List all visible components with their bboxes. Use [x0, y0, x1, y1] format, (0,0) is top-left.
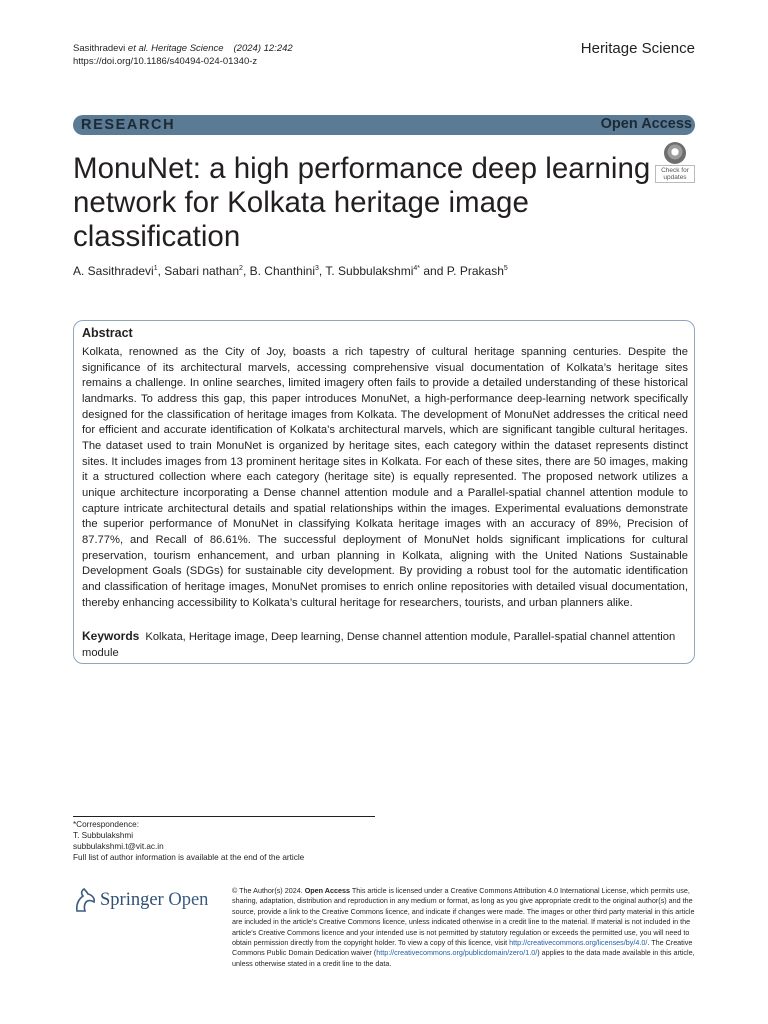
- author-name[interactable]: P. Prakash: [446, 264, 504, 278]
- citation-year-volume: (2024) 12:242: [233, 43, 293, 54]
- check-updates-text: Check for updates: [655, 165, 695, 183]
- citation-header: [73, 42, 293, 68]
- abstract-text: Kolkata, renowned as the City of Joy, boasts a rich tapestry of cultural heritage spanning centuries. Despite the significance of its architectural marvels, accessing comprehensive visual documentation of Kolkata’s heritage sites remains a challenge. In online searches, limited imagery often fails to provide a detailed understanding of these historical landmarks. To address this gap, this paper introduces MonuNet, a high-performance deep-learning network specifically designed for the classification of heritage images from Kolkata. The development of MonuNet addresses the critical need for efficient and accurate identification of Kolkata’s architectural marvels, which are significant tangible cultural heritages. The dataset used to train MonuNet is organized by heritage sites, each category within the dataset represents distinct sites. It includes images from 13 prominent heritage sites in Kolkata. For each of these sites, there are 50 images, making it a structured collection where each category (heritage site) is equally represented. The proposed network utilizes a unique architecture incorporating a Dense channel attention module and a Parallel-spatial channel attention module to capture intricate architectural details and spatial relationships within the images. Experimental evaluations demonstrate the superior performance of MonuNet in classifying Kolkata heritage images with an accuracy of 89%, Precision of 87.77%, and Recall of 86.61%. The successful deployment of MonuNet holds significant implications for cultural preservation, tourism enhancement, and urban planning in Kolkata, aligning with the United Nations Sustainable Development Goals (SDGs) for sustainable city development. By providing a robust tool for the automatic identification and classification of heritage images, MonuNet promises to enrich online repositories with detailed visual documentation, thereby enhancing accessibility to Kolkata’s cultural heritage for researchers, tourists, and urban planners alike.: [82, 346, 688, 609]
- article-title: MonuNet: a high performance deep learning network for Kolkata heritage image classification: [73, 152, 651, 253]
- author-name[interactable]: A. Sasithradevi: [73, 264, 154, 278]
- author-name[interactable]: B. Chanthini: [249, 264, 315, 278]
- keywords-list: Kolkata, Heritage image, Deep learning, Dense channel attention module, Parallel-spatial channel attention module: [82, 631, 676, 659]
- author-name[interactable]: Sabari nathan: [164, 264, 240, 278]
- citation-journal: Heritage Science: [148, 43, 224, 54]
- footnote-divider: [73, 816, 375, 817]
- citation-etal: et al.: [125, 43, 149, 54]
- section-label: RESEARCH: [81, 117, 176, 133]
- correspondence-label: *Correspondence:: [73, 820, 139, 829]
- author-list: A. Sasithradevi$^1$, Sabari nathan$^2$, B. Chanthini$^3$, T. Subbulakshmi$^{4*}$ and P. Prakash$^5$: [73, 264, 508, 278]
- journal-name: Heritage Science: [580, 40, 695, 57]
- license-statement: © The Author(s) 2024. Open Access This article is licensed under a Creative Commons Attribution 4.0 International License, which permits use, sharing, adaptation, distribution and reproduction in any medium or format, as long as you give appropriate credit to the original author(s) and the source, provide a link to the Creative Commons licence, and indicate if changes were made. The images or other third party material in this article are included in the article’s Creative Commons licence, unless indicated otherwise in a credit line to the material. If material is not included in the article’s Creative Commons licence and your intended use is not permitted by statutory regulation or exceeds the permitted use, you will need to obtain permission directly from the copyright holder. To view a copy of this licence, visit http://creativecommons.org/licenses/by/4.0/. The Creative Commons Public Domain Dedication waiver (http://creativecommons.org/publicdomain/zero/1.0/) applies to the data made available in this article, unless otherwise stated in a credit line to the data.: [232, 886, 695, 968]
- springer-wordmark: Springer Open: [100, 890, 209, 910]
- check-for-updates-badge[interactable]: [655, 142, 695, 180]
- license-open-access: Open Access: [304, 886, 350, 895]
- author-affiliation: 3: [314, 265, 319, 272]
- author-name[interactable]: T. Subbulakshmi: [325, 264, 414, 278]
- springer-open-logo: [73, 884, 223, 920]
- correspondence-footnote: [73, 819, 304, 863]
- cc-by-link[interactable]: http://creativecommons.org/licenses/by/4.0/: [509, 938, 648, 948]
- abstract-heading: Abstract: [82, 326, 133, 340]
- author-affiliation: 1: [153, 265, 158, 272]
- cc-zero-link[interactable]: http://creativecommons.org/publicdomain/zero/1.0/: [376, 948, 538, 958]
- springer-horse-icon: [73, 887, 97, 913]
- check-updates-icon: [664, 142, 686, 164]
- abstract-box: [73, 320, 695, 664]
- keywords: [82, 629, 688, 661]
- keywords-label: Keywords: [82, 629, 140, 643]
- correspondence-name: T. Subbulakshmi: [73, 831, 134, 840]
- section-banner: [73, 115, 695, 135]
- citation-line: [73, 42, 293, 55]
- doi-link[interactable]: https://doi.org/10.1186/s40494-024-01340-z: [73, 56, 258, 67]
- citation-authors: Sasithradevi: [73, 43, 126, 54]
- open-access-label: Open Access: [600, 116, 692, 132]
- author-affiliation: 2: [239, 265, 243, 272]
- author-info-note: Full list of author information is available at the end of the article: [73, 853, 305, 862]
- correspondence-email[interactable]: subbulakshmi.t@vit.ac.in: [73, 842, 164, 851]
- author-affiliation: 4*: [413, 265, 421, 272]
- author-affiliation: 5: [503, 265, 508, 272]
